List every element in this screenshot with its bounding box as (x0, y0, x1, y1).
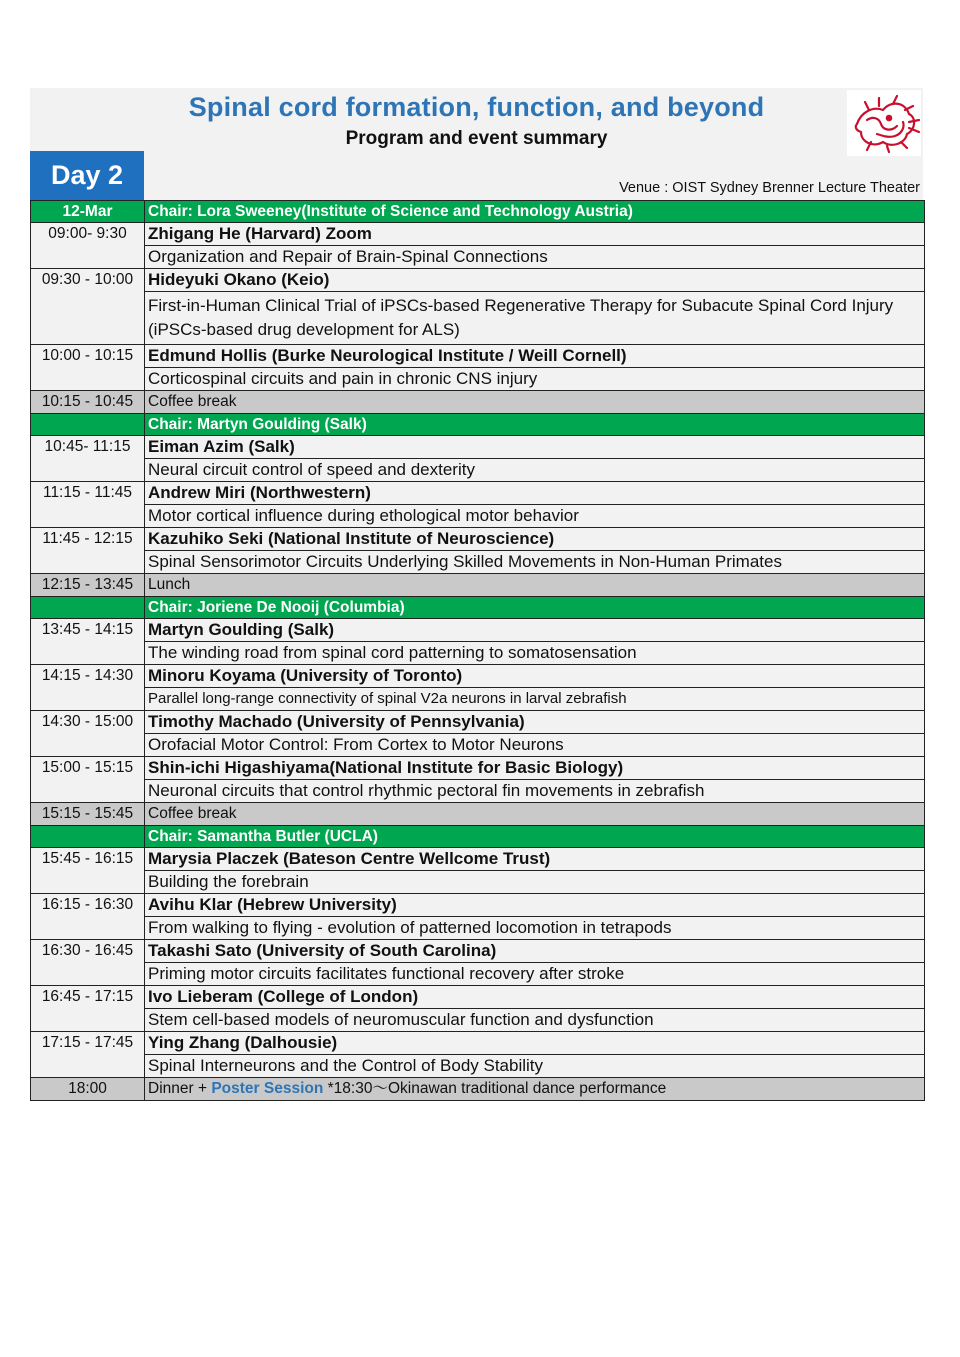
dinner-time: 18:00 (31, 1078, 145, 1101)
talk-time: 10:00 - 10:15 (31, 345, 145, 391)
table-row (31, 246, 925, 269)
break-label: Coffee break (145, 391, 925, 414)
talk-speaker: Ying Zhang (Dalhousie) (145, 1032, 925, 1055)
break-time: 10:15 - 10:45 (31, 391, 145, 414)
break-label: Coffee break (145, 803, 925, 826)
break-time: 12:15 - 13:45 (31, 574, 145, 597)
table-row (31, 734, 925, 757)
table-row (31, 940, 925, 963)
talk-time: 14:30 - 15:00 (31, 711, 145, 757)
page-title: Spinal cord formation, function, and beyond (188, 92, 765, 122)
session-date (31, 826, 145, 848)
talk-time: 11:45 - 12:15 (31, 528, 145, 574)
talk-title: Spinal Interneurons and the Control of Body Stability (145, 1055, 925, 1078)
table-row (31, 482, 925, 505)
table-row (31, 436, 925, 459)
talk-time: 16:30 - 16:45 (31, 940, 145, 986)
table-row (31, 223, 925, 246)
dragon-logo-icon (847, 90, 921, 156)
table-row (31, 459, 925, 482)
talk-time: 15:45 - 16:15 (31, 848, 145, 894)
table-row (31, 642, 925, 665)
chair-row (31, 597, 925, 619)
break-row (31, 574, 925, 597)
talk-time: 09:00- 9:30 (31, 223, 145, 269)
table-row (31, 345, 925, 368)
table-row (31, 894, 925, 917)
talk-speaker: Avihu Klar (Hebrew University) (145, 894, 925, 917)
chair-row (31, 414, 925, 436)
session-chair: Chair: Samantha Butler (UCLA) (145, 826, 925, 848)
talk-time: 16:45 - 17:15 (31, 986, 145, 1032)
table-row (31, 665, 925, 688)
talk-time: 15:00 - 15:15 (31, 757, 145, 803)
talk-title: The winding road from spinal cord patterning to somatosensation (145, 642, 925, 665)
table-row (31, 528, 925, 551)
dinner-label (145, 1078, 925, 1101)
page-subtitle: Program and event summary (345, 128, 608, 149)
session-chair: Chair: Lora Sweeney(Institute of Science and Technology Austria) (145, 201, 925, 223)
talk-speaker: Martyn Goulding (Salk) (145, 619, 925, 642)
program-header (30, 88, 923, 200)
talk-speaker: Timothy Machado (University of Pennsylvania) (145, 711, 925, 734)
talk-title: From walking to flying - evolution of patterned locomotion in tetrapods (145, 917, 925, 940)
session-date (31, 597, 145, 619)
talk-title: Building the forebrain (145, 871, 925, 894)
table-row (31, 1009, 925, 1032)
day-label: Day 2 (30, 151, 144, 200)
talk-title: Neuronal circuits that control rhythmic pectoral fin movements in zebrafish (145, 780, 925, 803)
talk-title: Motor cortical influence during ethological motor behavior (145, 505, 925, 528)
talk-speaker: Ivo Lieberam (College of London) (145, 986, 925, 1009)
talk-speaker: Andrew Miri (Northwestern) (145, 482, 925, 505)
table-row (31, 619, 925, 642)
talk-time: 10:45- 11:15 (31, 436, 145, 482)
talk-time: 09:30 - 10:00 (31, 269, 145, 345)
dinner-prefix: Dinner + (148, 1080, 212, 1097)
table-row (31, 963, 925, 986)
talk-speaker: Minoru Koyama (University of Toronto) (145, 665, 925, 688)
table-row (31, 780, 925, 803)
break-time: 15:15 - 15:45 (31, 803, 145, 826)
talk-speaker: Edmund Hollis (Burke Neurological Institute / Weill Cornell) (145, 345, 925, 368)
talk-title: Organization and Repair of Brain-Spinal Connections (145, 246, 925, 269)
talk-title: Priming motor circuits facilitates functional recovery after stroke (145, 963, 925, 986)
talk-title: Neural circuit control of speed and dexterity (145, 459, 925, 482)
talk-time: 11:15 - 11:45 (31, 482, 145, 528)
session-chair: Chair: Martyn Goulding (Salk) (145, 414, 925, 436)
talk-speaker: Zhigang He (Harvard) Zoom (145, 223, 925, 246)
table-row (31, 848, 925, 871)
table-row (31, 917, 925, 940)
dinner-row (31, 1078, 925, 1101)
table-row (31, 292, 925, 345)
talk-speaker: Marysia Placzek (Bateson Centre Wellcome Trust) (145, 848, 925, 871)
table-row (31, 986, 925, 1009)
talk-title: First-in-Human Clinical Trial of iPSCs-based Regenerative Therapy for Subacute Spinal Cord Injury (iPSCs-based drug development for ALS) (145, 292, 925, 345)
table-row (31, 1055, 925, 1078)
talk-speaker: Shin-ichi Higashiyama(National Institute for Basic Biology) (145, 757, 925, 780)
talk-title: Stem cell-based models of neuromuscular function and dysfunction (145, 1009, 925, 1032)
table-row (31, 711, 925, 734)
session-chair: Chair: Joriene De Nooij (Columbia) (145, 597, 925, 619)
talk-speaker: Takashi Sato (University of South Carolina) (145, 940, 925, 963)
talk-time: 17:15 - 17:45 (31, 1032, 145, 1078)
schedule-table (30, 200, 925, 1101)
talk-time: 14:15 - 14:30 (31, 665, 145, 711)
chair-row (31, 201, 925, 223)
poster-session-label: Poster Session (211, 1080, 324, 1097)
break-row (31, 803, 925, 826)
talk-title: Corticospinal circuits and pain in chronic CNS injury (145, 368, 925, 391)
table-row (31, 871, 925, 894)
talk-title: Parallel long-range connectivity of spinal V2a neurons in larval zebrafish (145, 688, 925, 711)
talk-speaker: Eiman Azim (Salk) (145, 436, 925, 459)
table-row (31, 551, 925, 574)
table-row (31, 688, 925, 711)
table-row (31, 1032, 925, 1055)
talk-speaker: Hideyuki Okano (Keio) (145, 269, 925, 292)
session-date (31, 414, 145, 436)
talk-title: Orofacial Motor Control: From Cortex to Motor Neurons (145, 734, 925, 757)
table-row (31, 269, 925, 292)
talk-time: 13:45 - 14:15 (31, 619, 145, 665)
talk-time: 16:15 - 16:30 (31, 894, 145, 940)
talk-title: Spinal Sensorimotor Circuits Underlying Skilled Movements in Non-Human Primates (145, 551, 925, 574)
session-date: 12-Mar (31, 201, 145, 223)
chair-row (31, 826, 925, 848)
table-row (31, 505, 925, 528)
venue-label: Venue : OIST Sydney Brenner Lecture Theater (619, 180, 920, 196)
dinner-suffix: *18:30～Okinawan traditional dance performance (323, 1080, 667, 1097)
break-label: Lunch (145, 574, 925, 597)
table-row (31, 757, 925, 780)
break-row (31, 391, 925, 414)
table-row (31, 368, 925, 391)
talk-speaker: Kazuhiko Seki (National Institute of Neuroscience) (145, 528, 925, 551)
